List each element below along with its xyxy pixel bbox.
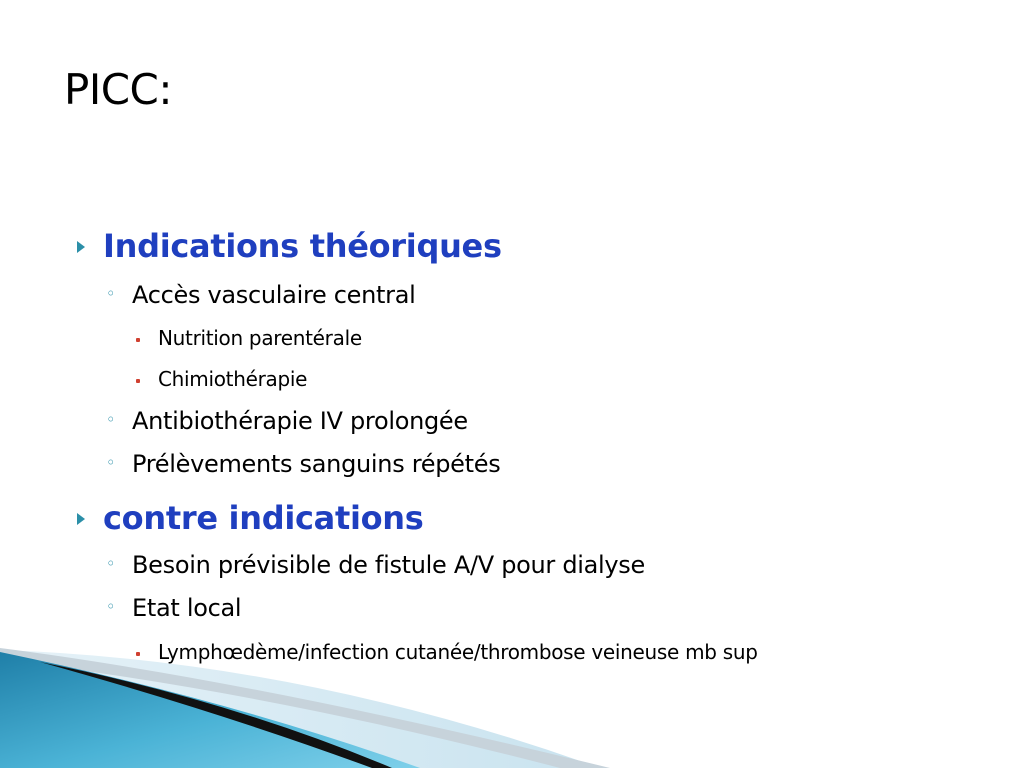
list-item: Prélèvements sanguins répétés <box>132 450 501 478</box>
list-item: Etat local <box>132 594 242 622</box>
slide-title: PICC: <box>64 65 173 114</box>
ring-bullet-icon: ◦ <box>106 410 116 429</box>
list-item: Antibiothérapie IV prolongée <box>132 407 468 435</box>
ring-bullet-icon: ◦ <box>106 284 116 303</box>
section-heading-indications: Indications théoriques <box>103 227 502 265</box>
section-heading-contre-indications: contre indications <box>103 499 424 537</box>
list-item: Accès vasculaire central <box>132 281 416 309</box>
list-subitem: Nutrition parentérale <box>158 326 362 350</box>
list-subitem: Lymphœdème/infection cutanée/thrombose veineuse mb sup <box>158 640 758 664</box>
ring-bullet-icon: ◦ <box>106 597 116 616</box>
list-item: Besoin prévisible de fistule A/V pour dialyse <box>132 551 645 579</box>
list-subitem: Chimiothérapie <box>158 367 308 391</box>
ring-bullet-icon: ◦ <box>106 554 116 573</box>
ring-bullet-icon: ◦ <box>106 453 116 472</box>
